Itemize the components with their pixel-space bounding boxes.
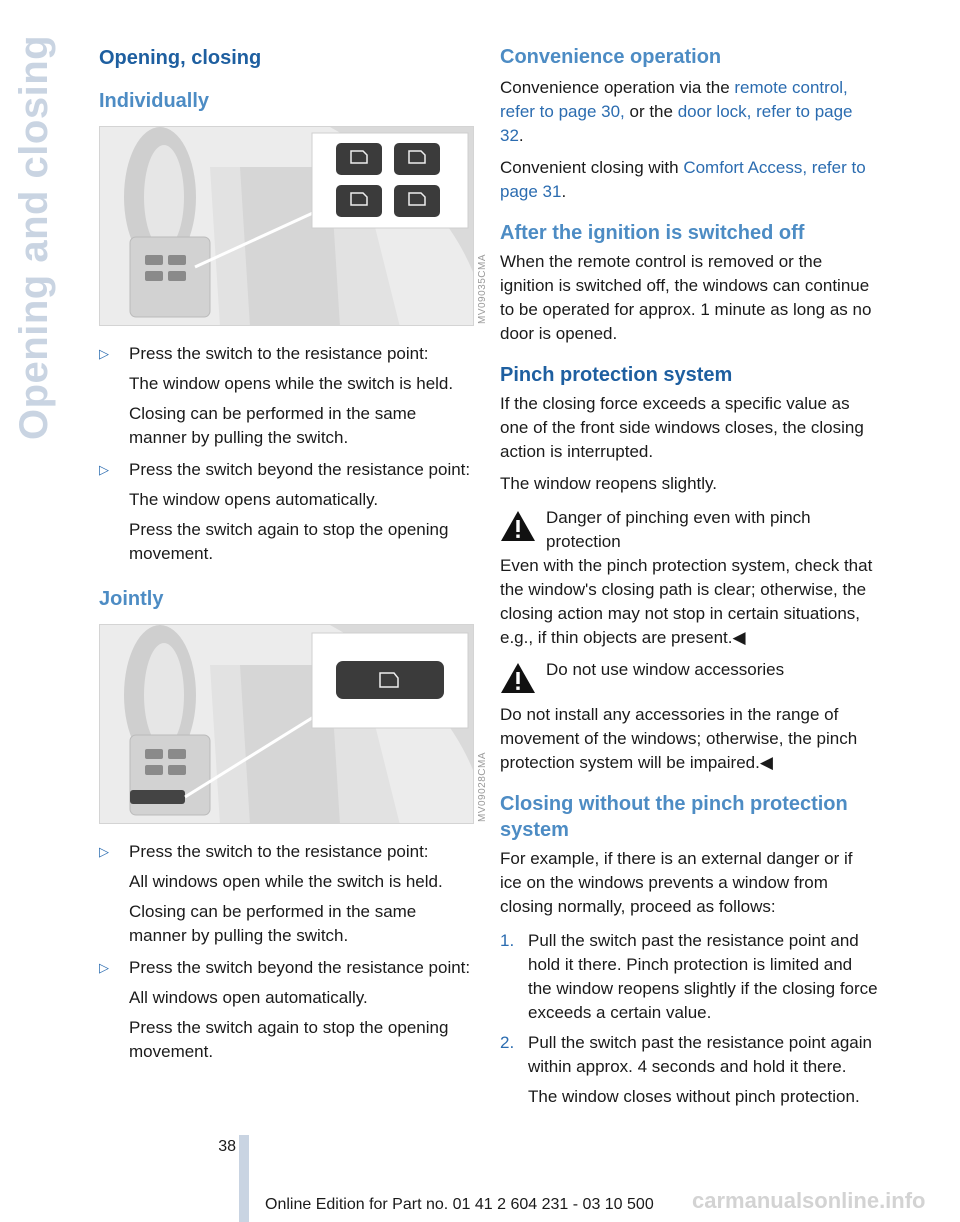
reopens-paragraph: The window reopens slightly. xyxy=(500,474,718,493)
figure-code: MV09035CMA xyxy=(477,253,488,324)
heading-without-pinch: Closing without the pinch protection system xyxy=(500,793,848,841)
jointly-bullets xyxy=(99,840,474,1070)
door-lock-link[interactable]: door lock, refer to page 32 xyxy=(500,102,853,145)
warning-title: Do not use window accessories xyxy=(546,660,785,679)
warning-text: Do not install any accessories in the range of movement of the windows; otherwise, the pinch protection system will be impaired.◀ xyxy=(500,705,858,772)
warning-text: Even with the pinch protection system, check that the window's closing path is clear; otherwise, the closing action may not stop in certain situations, e.g., if thin objects are present.◀ xyxy=(500,556,873,647)
watermark: carmanualsonline.info xyxy=(692,1188,926,1213)
without-intro: For example, if there is an external danger or if ice on the windows prevents a window from closing normally, proceed as follows: xyxy=(500,849,853,916)
figure-joint-switch xyxy=(99,624,474,824)
heading-ignition: After the ignition is switched off xyxy=(500,222,805,244)
section-title: Opening, closing xyxy=(99,47,262,69)
remote-control-link[interactable]: remote control, refer to page 30, xyxy=(500,78,848,121)
right-column xyxy=(500,44,878,1109)
side-tab-label: Opening and closing xyxy=(12,34,56,440)
footer-edition: Online Edition for Part no. 01 41 2 604 231 - 03 10 500 xyxy=(265,1196,654,1213)
left-column xyxy=(99,44,488,1070)
heading-convenience: Convenience operation xyxy=(500,46,722,68)
heading-jointly: Jointly xyxy=(99,588,164,610)
warning-title: Danger of pinching even with pinch protection xyxy=(546,508,811,551)
figure-individual-switches xyxy=(99,126,474,326)
warning-pinching xyxy=(500,506,878,554)
list-item: 2. Pull the switch past the resistance point again within approx. 4 seconds and hold it there. The window closes without pinch protection. xyxy=(500,1033,872,1106)
triangle-bullet-icon: ▷ xyxy=(99,462,109,477)
warning-triangle-icon xyxy=(500,506,546,554)
list-item: 1. Pull the switch past the resistance point and hold it there. Pinch protection is limited and the window reopens slightly if the closing force exceeds a certain value. xyxy=(500,931,878,1022)
comfort-access-link[interactable]: Comfort Access, refer to page 31 xyxy=(500,158,866,201)
heading-pinch-protection: Pinch protection system xyxy=(500,364,733,386)
comfort-paragraph: Convenient closing with Comfort Access, refer to page 31. xyxy=(500,158,866,201)
warning-accessories xyxy=(500,658,878,699)
triangle-bullet-icon: ▷ xyxy=(99,346,109,361)
triangle-bullet-icon: ▷ xyxy=(99,844,109,859)
figure-code: MV09028CMA xyxy=(477,751,488,822)
triangle-bullet-icon: ▷ xyxy=(99,960,109,975)
ignition-paragraph: When the remote control is removed or the ignition is switched off, the windows can continue to be operated for approx. 1 minute as long as no door is opened. xyxy=(500,252,872,343)
door-panel-illustration xyxy=(100,127,474,326)
individually-bullets xyxy=(99,342,474,572)
side-tab xyxy=(0,34,70,440)
convenience-paragraph: Convenience operation via the remote control, refer to page 30, or the door lock, refer to page 32. xyxy=(500,78,853,145)
footer-accent-bar xyxy=(239,1135,249,1222)
list-item: ▷ Press the switch to the resistance point: All windows open while the switch is held. Closing can be performed in the same manner by pulling the switch. xyxy=(99,840,474,954)
list-item: ▷ Press the switch beyond the resistance point: All windows open automatically. Press the switch again to stop the opening movement. xyxy=(99,956,474,1070)
door-panel-illustration xyxy=(100,625,474,824)
pinch-paragraph: If the closing force exceeds a specific value as one of the front side windows closes, the closing action is interrupted. xyxy=(500,394,864,461)
page-number: 38 xyxy=(218,1138,236,1155)
heading-individually: Individually xyxy=(99,90,210,112)
warning-triangle-icon xyxy=(500,658,546,699)
list-item: ▷ Press the switch beyond the resistance point: The window opens automatically. Press the switch again to stop the opening movement. xyxy=(99,458,474,572)
list-item: ▷ Press the switch to the resistance point: The window opens while the switch is held. Closing can be performed in the same manner by pulling the switch. xyxy=(99,342,474,456)
